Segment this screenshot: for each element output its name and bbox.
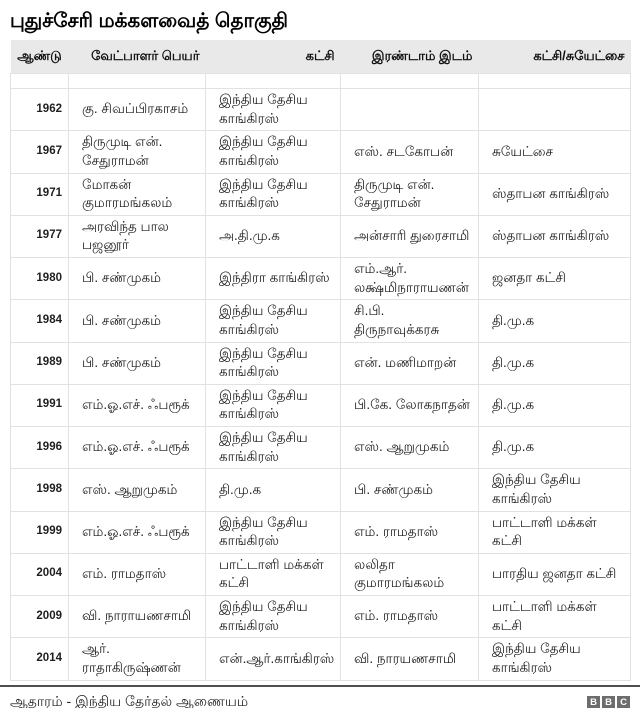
table-cell — [341, 74, 479, 89]
table-cell: கு. சிவப்பிரகாசம் — [69, 89, 206, 131]
table-row — [11, 173, 631, 215]
table-cell: தி.மு.க — [479, 342, 631, 384]
year-cell: 1989 — [11, 342, 69, 384]
table-cell: சுயேட்சை — [479, 131, 631, 173]
table-cell: பாட்டாளி மக்கள் கட்சி — [479, 596, 631, 638]
table-cell: இந்திய தேசிய காங்கிரஸ் — [206, 596, 341, 638]
table-cell: எம்.ஓ.எச். ஃபரூக் — [69, 427, 206, 469]
table-cell: திருமுடி என். சேதுராமன் — [341, 173, 479, 215]
table-cell: ஸ்தாபன காங்கிரஸ் — [479, 215, 631, 257]
page-title: புதுச்சேரி மக்களவைத் தொகுதி — [10, 10, 288, 32]
table-row — [11, 258, 631, 300]
year-cell: 1971 — [11, 173, 69, 215]
table-row — [11, 596, 631, 638]
table-cell: ஆர். ராதாகிருஷ்ணன் — [69, 638, 206, 680]
table-cell: எஸ். ஆறுமுகம் — [341, 427, 479, 469]
table-row — [11, 638, 631, 680]
table-cell: இந்திரா காங்கிரஸ் — [206, 258, 341, 300]
table-cell: பி. சண்முகம் — [69, 258, 206, 300]
table-cell: தி.மு.க — [479, 427, 631, 469]
column-header-candidate: வேட்பாளர் பெயர் — [69, 40, 206, 74]
table-cell — [206, 74, 341, 89]
column-header-party: கட்சி — [206, 40, 341, 74]
table-cell: இந்திய தேசிய காங்கிரஸ் — [206, 511, 341, 553]
table-cell: எம். ராமதாஸ் — [69, 553, 206, 595]
year-cell: 1980 — [11, 258, 69, 300]
table-cell: எம். ராமதாஸ் — [341, 596, 479, 638]
year-cell: 2004 — [11, 553, 69, 595]
table-cell: லலிதா குமாரமங்கலம் — [341, 553, 479, 595]
table-cell: பி. சண்முகம் — [69, 342, 206, 384]
column-header-runner-up-party: கட்சி/சுயேட்சை — [479, 40, 631, 74]
table-cell: பி.கே. லோகநாதன் — [341, 384, 479, 426]
table-cell: எஸ். சடகோபன் — [341, 131, 479, 173]
table-cell: தி.மு.க — [206, 469, 341, 511]
table-cell: இந்திய தேசிய காங்கிரஸ் — [206, 131, 341, 173]
table-row — [11, 553, 631, 595]
year-cell: 1967 — [11, 131, 69, 173]
table-cell: ஜனதா கட்சி — [479, 258, 631, 300]
table-row — [11, 469, 631, 511]
table-cell: இந்திய தேசிய காங்கிரஸ் — [206, 384, 341, 426]
year-cell: 1998 — [11, 469, 69, 511]
table-row — [11, 215, 631, 257]
table-cell: பாட்டாளி மக்கள் கட்சி — [479, 511, 631, 553]
table-cell — [479, 74, 631, 89]
table-cell: எஸ். ஆறுமுகம் — [69, 469, 206, 511]
table-cell: எம்.ஆர். லக்ஷ்மிநாராயணன் — [341, 258, 479, 300]
column-header-runner-up: இரண்டாம் இடம் — [341, 40, 479, 74]
year-cell: 1977 — [11, 215, 69, 257]
table-cell: என். மணிமாறன் — [341, 342, 479, 384]
election-results-table — [10, 40, 631, 681]
bbc-logo-letter: B — [602, 696, 615, 708]
table-cell: எம். ராமதாஸ் — [341, 511, 479, 553]
table-cell: இந்திய தேசிய காங்கிரஸ் — [206, 342, 341, 384]
source-text: ஆதாரம் - இந்திய தேர்தல் ஆணையம் — [10, 692, 249, 708]
table-cell: எம்.ஓ.எச். ஃபரூக் — [69, 384, 206, 426]
year-cell: 1962 — [11, 89, 69, 131]
year-cell: 2009 — [11, 596, 69, 638]
year-cell: 1984 — [11, 300, 69, 342]
bbc-logo-letter: B — [587, 696, 600, 708]
table-cell: வி. நாரயணசாமி — [341, 638, 479, 680]
table-cell — [341, 89, 479, 131]
table-cell: அ.தி.மு.க — [206, 215, 341, 257]
table-cell: பாரதிய ஜனதா கட்சி — [479, 553, 631, 595]
table-cell: தி.மு.க — [479, 300, 631, 342]
header-row — [11, 40, 631, 74]
table-cell: எம்.ஓ.எச். ஃபரூக் — [69, 511, 206, 553]
table-cell: இந்திய தேசிய காங்கிரஸ் — [206, 173, 341, 215]
year-cell — [11, 74, 69, 89]
table-cell: இந்திய தேசிய காங்கிரஸ் — [206, 89, 341, 131]
table-cell — [69, 74, 206, 89]
spacer-row — [11, 74, 631, 89]
year-cell: 1999 — [11, 511, 69, 553]
bbc-logo — [587, 696, 630, 708]
table-cell: சி.பி. திருநாவுக்கரசு — [341, 300, 479, 342]
table-row — [11, 384, 631, 426]
year-cell: 1996 — [11, 427, 69, 469]
table-row — [11, 511, 631, 553]
table-cell: இந்திய தேசிய காங்கிரஸ் — [479, 638, 631, 680]
table-cell: ஸ்தாபன காங்கிரஸ் — [479, 173, 631, 215]
table-cell: பாட்டாளி மக்கள் கட்சி — [206, 553, 341, 595]
table-row — [11, 342, 631, 384]
table-cell: இந்திய தேசிய காங்கிரஸ் — [479, 469, 631, 511]
table-row — [11, 427, 631, 469]
table-cell: வி. நாராயணசாமி — [69, 596, 206, 638]
table-cell: தி.மு.க — [479, 384, 631, 426]
table-body — [11, 74, 631, 681]
table-cell: அன்சாரி துரைசாமி — [341, 215, 479, 257]
column-header-year: ஆண்டு — [11, 40, 69, 74]
table-cell: இந்திய தேசிய காங்கிரஸ் — [206, 427, 341, 469]
footer — [0, 685, 640, 708]
table-cell: அரவிந்த பால பஜனூர் — [69, 215, 206, 257]
year-cell: 1991 — [11, 384, 69, 426]
year-cell: 2014 — [11, 638, 69, 680]
table-cell: மோகன் குமாரமங்கலம் — [69, 173, 206, 215]
bbc-logo-letter: C — [617, 696, 630, 708]
table-row — [11, 300, 631, 342]
table-cell: பி. சண்முகம் — [341, 469, 479, 511]
table-cell: திருமுடி என். சேதுராமன் — [69, 131, 206, 173]
table-cell: பி. சண்முகம் — [69, 300, 206, 342]
table-cell: என்.ஆர்.காங்கிரஸ் — [206, 638, 341, 680]
table-row — [11, 131, 631, 173]
table-cell: இந்திய தேசிய காங்கிரஸ் — [206, 300, 341, 342]
table-cell — [479, 89, 631, 131]
table-header — [11, 40, 631, 74]
table-row — [11, 89, 631, 131]
